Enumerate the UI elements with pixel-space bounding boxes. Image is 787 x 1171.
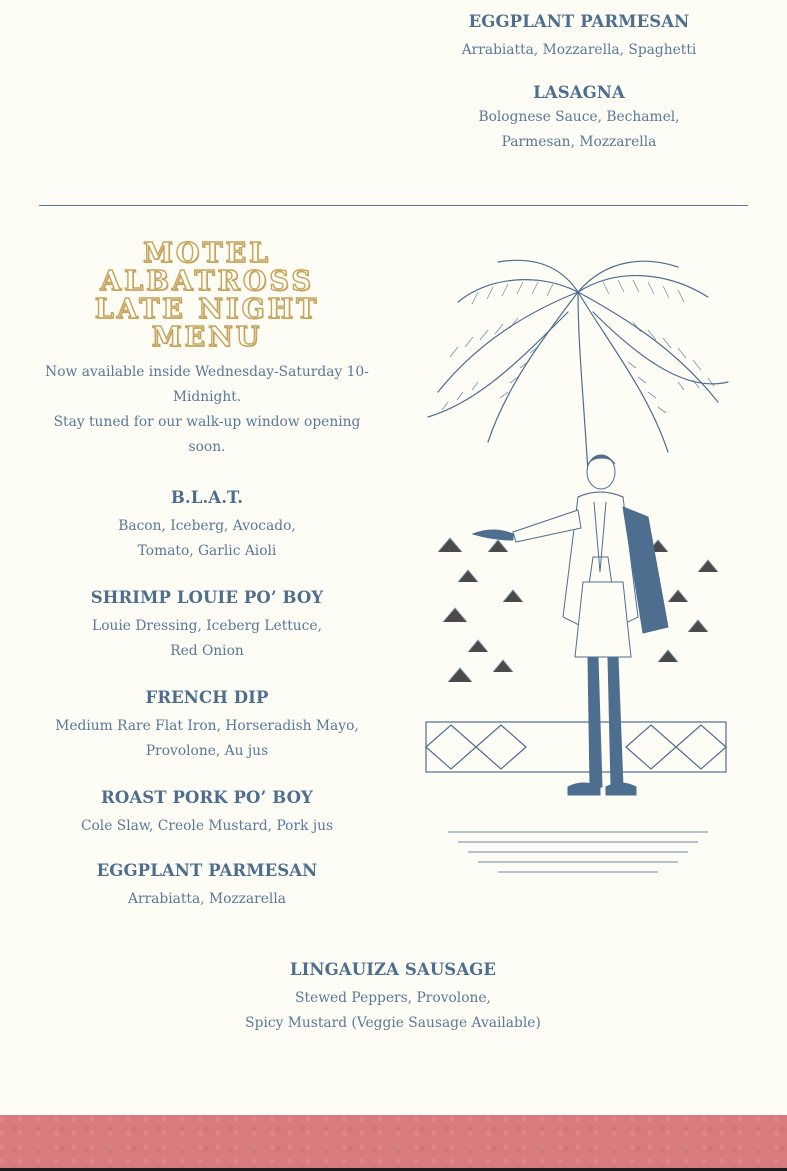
item-description-line: Cole Slaw, Creole Mustard, Pork jus bbox=[80, 818, 334, 834]
menu-item bbox=[40, 786, 374, 839]
late-night-menu-section bbox=[40, 240, 374, 912]
item-description-line: Louie Dressing, Iceberg Lettuce, bbox=[92, 618, 322, 634]
menu-title: MOTEL ALBATROSS LATE NIGHT MENU bbox=[94, 238, 320, 353]
item-name: LASAGNA bbox=[533, 83, 625, 102]
waiter-palm-engraving-icon bbox=[418, 252, 734, 882]
menu-item bbox=[200, 958, 586, 1036]
item-name: EGGPLANT PARMESAN bbox=[468, 12, 690, 31]
item-description-line: Tomato, Garlic Aioli bbox=[137, 543, 277, 559]
item-description-line: Stewed Peppers, Provolone, bbox=[295, 990, 491, 1006]
menu-item bbox=[430, 10, 728, 63]
section-divider bbox=[39, 205, 748, 206]
item-description bbox=[430, 38, 728, 63]
item-name: FRENCH DIP bbox=[145, 688, 269, 707]
intro-line: Stay tuned for our walk-up window opening soon. bbox=[53, 414, 361, 455]
item-name: EGGPLANT PARMESAN bbox=[96, 861, 318, 880]
item-name: ROAST PORK PO’ BOY bbox=[101, 788, 313, 807]
menu-intro bbox=[40, 360, 374, 460]
item-description-line: Medium Rare Flat Iron, Horseradish Mayo, bbox=[55, 718, 359, 734]
menu-item bbox=[40, 686, 374, 764]
item-description bbox=[40, 514, 374, 564]
item-description-line: Arrabiatta, Mozzarella bbox=[128, 891, 286, 907]
item-description-line: Arrabiatta, Mozzarella, Spaghetti bbox=[461, 42, 697, 58]
menu-item bbox=[40, 859, 374, 912]
item-name: B.L.A.T. bbox=[170, 488, 244, 507]
item-name: SHRIMP LOUIE PO’ BOY bbox=[90, 588, 324, 607]
top-menu-section bbox=[430, 10, 728, 173]
item-description-line: Bolognese Sauce, Bechamel, bbox=[478, 109, 680, 125]
item-description bbox=[430, 105, 728, 155]
menu-item bbox=[40, 586, 374, 664]
item-description bbox=[40, 714, 374, 764]
item-description-line: Spicy Mustard (Veggie Sausage Available) bbox=[245, 1015, 541, 1031]
item-description-line: Parmesan, Mozzarella bbox=[501, 134, 657, 150]
item-description-line: Provolone, Au jus bbox=[145, 743, 269, 759]
item-description-line: Bacon, Iceberg, Avocado, bbox=[118, 518, 296, 534]
item-description bbox=[200, 986, 586, 1036]
footer-band bbox=[0, 1115, 787, 1171]
item-description bbox=[40, 887, 374, 912]
intro-line: Now available inside Wednesday-Saturday 10-Midnight. bbox=[45, 364, 369, 405]
menu-item bbox=[430, 81, 728, 155]
item-description bbox=[40, 814, 374, 839]
menu-item bbox=[40, 486, 374, 564]
item-description bbox=[40, 614, 374, 664]
item-description-line: Red Onion bbox=[170, 643, 244, 659]
item-name: LINGAUIZA SAUSAGE bbox=[289, 960, 497, 979]
